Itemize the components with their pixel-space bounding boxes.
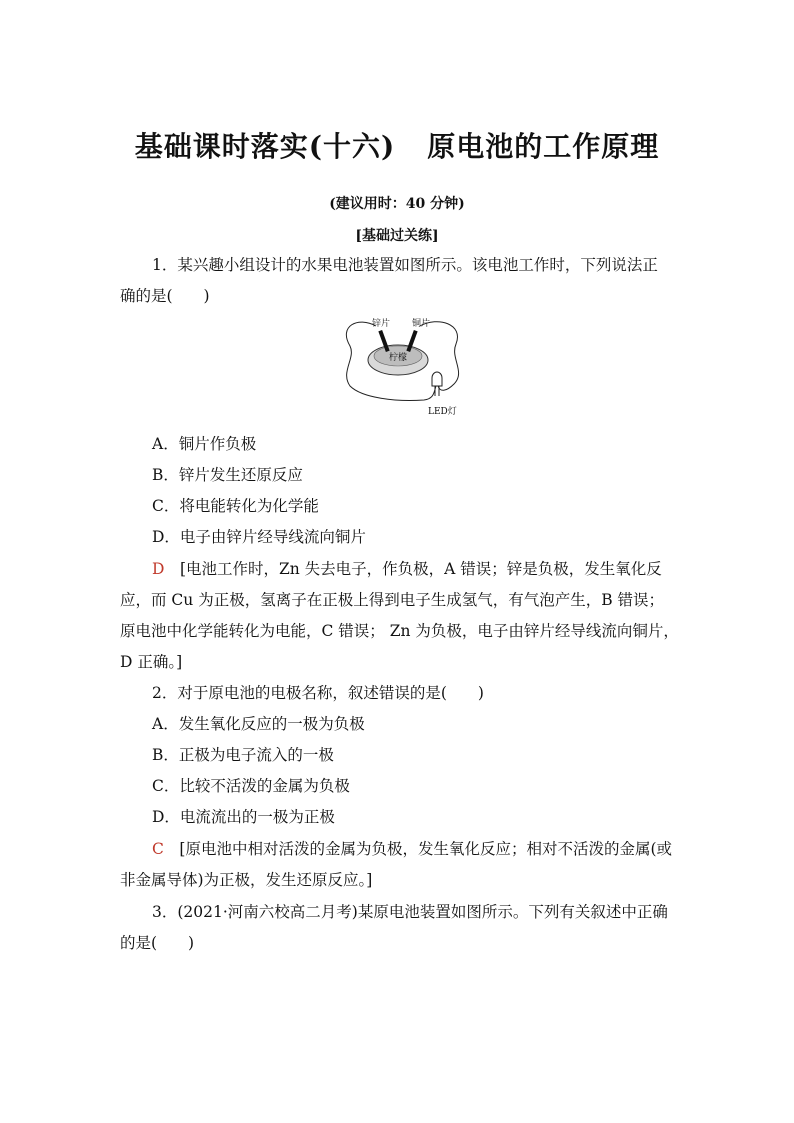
q1-stem-line1: 1．某兴趣小组设计的水果电池装置如图所示。该电池工作时，下列说法正: [152, 256, 658, 274]
led-label: LED灯: [428, 407, 457, 417]
page-title: [0, 125, 794, 165]
q1-option-c: C．将电能转化为化学能: [152, 497, 319, 515]
q2-explanation-text1: [原电池中相对活泼的金属为负极，发生氧化反应；相对不活泼的金属(或: [179, 840, 672, 858]
q2-answer: C: [152, 840, 164, 858]
zinc-label: 锌片: [372, 319, 391, 329]
q1-explanation-text1: [电池工作时，Zn 失去电子，作负极，A 错误；锌是负极，发生氧化反: [179, 560, 662, 578]
q1-answer: D: [152, 560, 165, 578]
led-icon: [432, 372, 442, 396]
q1-explanation-line1: [152, 559, 662, 579]
q2-option-c: C．比较不活泼的金属为负极: [152, 777, 350, 795]
q2-stem: 2．对于原电池的电极名称，叙述错误的是( ): [152, 684, 484, 702]
q2-explanation-line2: 非金属导体)为正极，发生还原反应。]: [120, 871, 373, 889]
title-main: 基础课时落实(十六): [134, 130, 396, 163]
q2-option-a: A．发生氧化反应的一极为负极: [152, 715, 365, 733]
lemon-label: 柠檬: [389, 353, 408, 363]
q2-option-d: D．电流流出的一极为正极: [152, 808, 335, 826]
q3-stem-line1: 3．(2021·河南六校高二月考)某原电池装置如图所示。下列有关叙述中正确: [152, 903, 668, 921]
section-label: [基础过关练]: [355, 228, 439, 244]
q1-option-d: D．电子由锌片经导线流向铜片: [152, 528, 366, 546]
time-hint: (建议用时：40 分钟): [329, 196, 465, 212]
q1-explanation-line2: 应，而 Cu 为正极，氢离子在正极上得到电子生成氢气，有气泡产生，B 错误；: [120, 591, 665, 609]
q1-stem-line2: 确的是( ): [120, 287, 210, 305]
q1-option-b: B．锌片发生还原反应: [152, 466, 303, 484]
q3-stem-line2: 的是( ): [120, 934, 195, 952]
q2-explanation-line1: [152, 839, 672, 859]
q1-explanation-line3: 原电池中化学能转化为电能，C 错误； Zn 为负极，电子由锌片经导线流向铜片，: [120, 622, 679, 640]
q1-option-a: A．铜片作负极: [152, 435, 257, 453]
q2-option-b: B．正极为电子流入的一极: [152, 746, 334, 764]
copper-label: 铜片: [412, 319, 431, 329]
fruit-battery-figure: [338, 314, 468, 424]
q1-explanation-line4: D 正确。]: [120, 653, 183, 671]
title-sub: 原电池的工作原理: [427, 130, 660, 163]
